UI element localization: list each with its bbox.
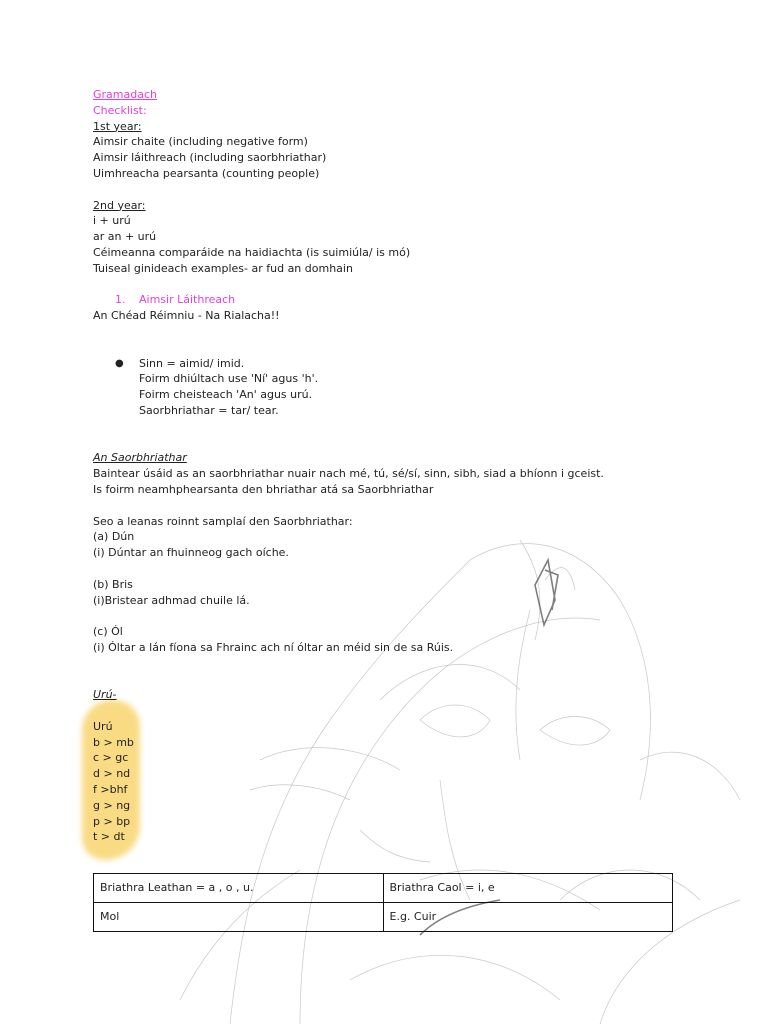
uru-item: c > gc bbox=[93, 751, 129, 765]
table-cell: Briathra Leathan = a , o , u. bbox=[94, 874, 384, 903]
year1-item: Uimhreacha pearsanta (counting people) bbox=[93, 166, 320, 180]
uru-item: t > dt bbox=[93, 830, 125, 844]
section-title: Aimsir Láithreach bbox=[139, 293, 236, 307]
saorbhriathar-heading: An Saorbhriathar bbox=[93, 451, 187, 465]
uru-item: f >bhf bbox=[93, 783, 128, 797]
year1-item: Aimsir chaite (including negative form) bbox=[93, 135, 308, 149]
year2-item: i + urú bbox=[93, 214, 131, 228]
checklist-label: Checklist: bbox=[93, 103, 147, 117]
verb-table bbox=[93, 873, 673, 932]
year2-item: Céimeanna comparáide na haidiachta (is suimiúla/ is mó) bbox=[93, 245, 411, 259]
rule-line: Saorbhriathar = tar/ tear. bbox=[139, 403, 279, 417]
uru-item: b > mb bbox=[93, 735, 134, 749]
bullet-icon: ● bbox=[115, 357, 124, 369]
year2-item: ar an + urú bbox=[93, 230, 157, 244]
example-verb: (b) Bris bbox=[93, 577, 133, 591]
saorbhriathar-desc: Is foirm neamhphearsanta den bhriathar atá sa Saorbhriathar bbox=[93, 482, 434, 496]
year1-label: 1st year: bbox=[93, 119, 142, 133]
examples-intro: Seo a leanas roinnt samplaí den Saorbhriathar: bbox=[93, 514, 353, 528]
rule-line: Foirm dhiúltach use 'Ní' agus 'h'. bbox=[139, 372, 319, 386]
uru-heading: Urú- bbox=[93, 688, 117, 702]
document-title: Gramadach bbox=[93, 88, 157, 101]
uru-item: p > bp bbox=[93, 814, 131, 828]
example-sentence: (i) Óltar a lán fíona sa Fhrainc ach ní óltar an méid sin de sa Rúis. bbox=[93, 640, 454, 654]
rule-line: Foirm cheisteach 'An' agus urú. bbox=[139, 388, 313, 402]
rule-line: Sinn = aimid/ imid. bbox=[139, 356, 245, 370]
example-sentence: (i)Bristear adhmad chuile lá. bbox=[93, 593, 250, 607]
year2-item: Tuiseal ginideach examples- ar fud an domhain bbox=[93, 261, 353, 275]
section-number: 1. bbox=[115, 293, 126, 307]
example-verb: (a) Dún bbox=[93, 530, 135, 544]
table-cell: Briathra Caol = i, e bbox=[383, 874, 673, 903]
uru-item: g > ng bbox=[93, 798, 131, 812]
table-cell: E.g. Cuir bbox=[383, 903, 673, 932]
uru-item: d > nd bbox=[93, 767, 131, 781]
section-intro: An Chéad Réimniu - Na Rialacha!! bbox=[93, 309, 280, 323]
year1-item: Aimsir láithreach (including saorbhriathar) bbox=[93, 151, 327, 165]
table-row bbox=[94, 874, 673, 903]
uru-list-header: Urú bbox=[93, 719, 113, 733]
table-row bbox=[94, 903, 673, 932]
example-verb: (c) Ól bbox=[93, 625, 123, 639]
table-cell: Mol bbox=[94, 903, 384, 932]
year2-label: 2nd year: bbox=[93, 198, 146, 212]
section-heading-aimsir-lathreach bbox=[93, 292, 693, 308]
rules-bullet-item bbox=[93, 356, 693, 419]
saorbhriathar-desc: Baintear úsáid as an saorbhriathar nuair nach mé, tú, sé/sí, sinn, sibh, siad a bhíonn i gceist. bbox=[93, 467, 604, 481]
example-sentence: (i) Dúntar an fhuinneog gach oíche. bbox=[93, 546, 289, 560]
document-body bbox=[93, 87, 693, 845]
